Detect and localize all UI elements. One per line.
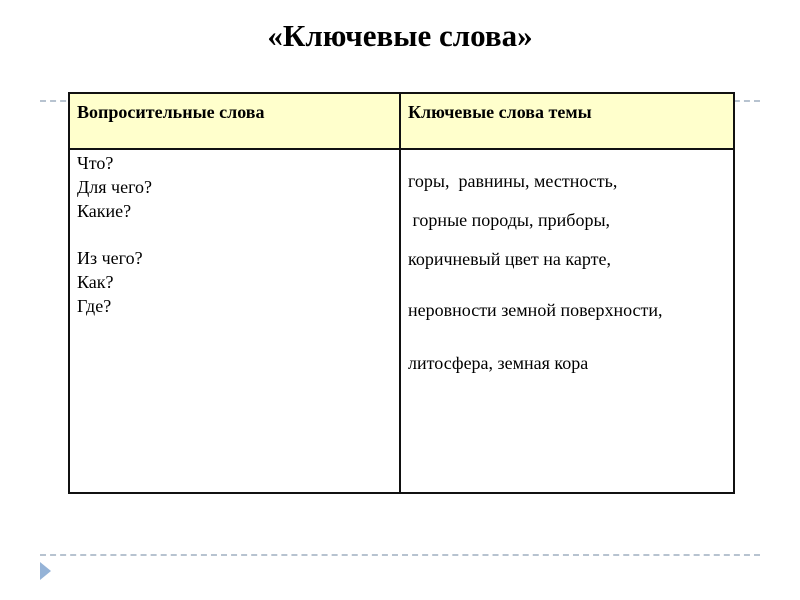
bottom-dashed-divider: [40, 554, 760, 556]
table-row: [69, 149, 734, 493]
question-words-cell: [69, 149, 400, 493]
list-item: Какие?: [77, 201, 132, 221]
topic-keywords-cell: [400, 149, 734, 493]
slide-title: «Ключевые слова»: [267, 18, 533, 53]
list-item: Где?: [77, 296, 112, 316]
header-question-words: Вопросительные слова: [69, 93, 400, 149]
keywords-table: [68, 92, 735, 494]
triangle-right-icon: [40, 562, 51, 580]
list-item: коричневый цвет на карте,: [408, 249, 611, 269]
list-item: Что?: [77, 153, 114, 173]
list-item: горы, равнины, местность,: [408, 171, 618, 191]
list-item: литосфера, земная кора: [408, 353, 589, 373]
list-item: неровности земной поверхности,: [408, 300, 663, 320]
list-item: Как?: [77, 272, 114, 292]
table-header-row: [69, 93, 734, 149]
list-item: Для чего?: [77, 177, 153, 197]
header-topic-keywords: Ключевые слова темы: [400, 93, 734, 149]
list-item: Из чего?: [77, 248, 143, 268]
list-item: горные породы, приборы,: [408, 210, 611, 230]
